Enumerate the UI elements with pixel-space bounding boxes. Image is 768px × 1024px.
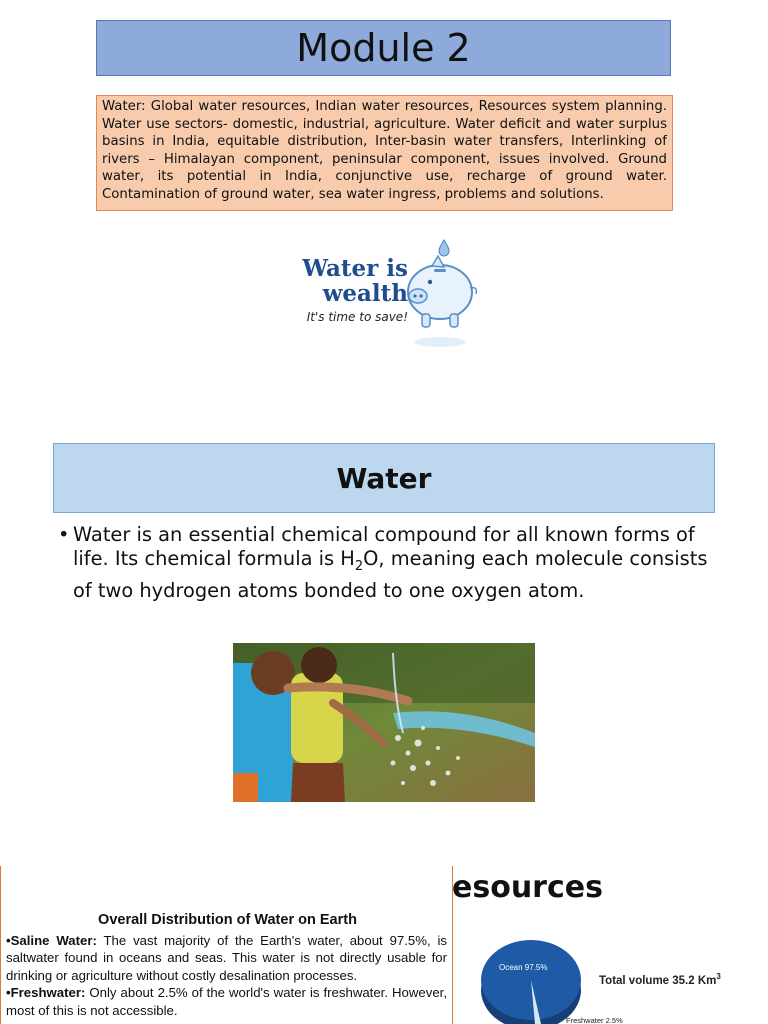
water-pie-chart <box>455 940 768 1024</box>
freshwater-text: Only about 2.5% of the world's water is freshwater. However, most of this is not accessible. <box>6 985 447 1018</box>
syllabus-box: Water: Global water resources, Indian water resources, Resources system planning. Water use sectors- domestic, industrial, agriculture. Water deficit and water surplus basins in India, equitable distribution, Inter-basin water transfers, Interlinking of rivers – Himalayan component, peninsular component, issues involved. Ground water, its potential in India, conjunctive use, recharge of ground water. Contamination of ground water, sea water ingress, problems and solutions. <box>96 95 673 211</box>
saline-text: The vast majority of the Earth's water, about 97.5%, is saltwater found in oceans and seas. This water is not directly usable for drinking or agriculture without costly desalination processes. <box>6 933 448 983</box>
ocean-label: Ocean 97.5% <box>499 963 548 972</box>
formula-subscript: 2 <box>354 558 364 574</box>
freshwater-label: •Freshwater: <box>6 985 86 1001</box>
definition-part-1: Water is an essential chemical compound for all known forms of life. Its chemical formula is H <box>73 523 695 570</box>
freshwater-pie-label: Freshwater 2.5% <box>566 1016 623 1024</box>
saline-water-paragraph <box>6 932 447 984</box>
distribution-text <box>6 932 447 1019</box>
saline-label: •Saline Water: <box>6 933 97 948</box>
piggy-bank-icon <box>404 236 484 354</box>
children-water-photo <box>233 643 535 802</box>
water-is-wealth-logo <box>286 236 486 354</box>
logo-line-1: Water is <box>302 255 408 282</box>
logo-tagline: It's time to save! <box>306 310 408 324</box>
bullet-dot: • <box>58 523 70 546</box>
distribution-title: Overall Distribution of Water on Earth <box>98 912 357 928</box>
water-definition <box>58 523 708 603</box>
resources-heading: esources <box>452 870 603 905</box>
water-definition-text <box>58 523 708 603</box>
logo-text <box>290 256 408 324</box>
water-heading: Water <box>53 443 715 513</box>
freshwater-paragraph <box>6 984 447 1019</box>
water-distribution-panel <box>0 866 453 1024</box>
total-volume-text: Total volume 35.2 Km <box>599 974 717 987</box>
total-volume-unit-exponent: 3 <box>716 972 721 981</box>
logo-line-2: wealth <box>322 280 408 307</box>
module-title: Module 2 <box>96 20 671 76</box>
total-volume-label <box>599 972 721 987</box>
definition-part-2: O, meaning each molecule consists of two hydrogen atoms bonded to one oxygen atom. <box>73 547 708 602</box>
